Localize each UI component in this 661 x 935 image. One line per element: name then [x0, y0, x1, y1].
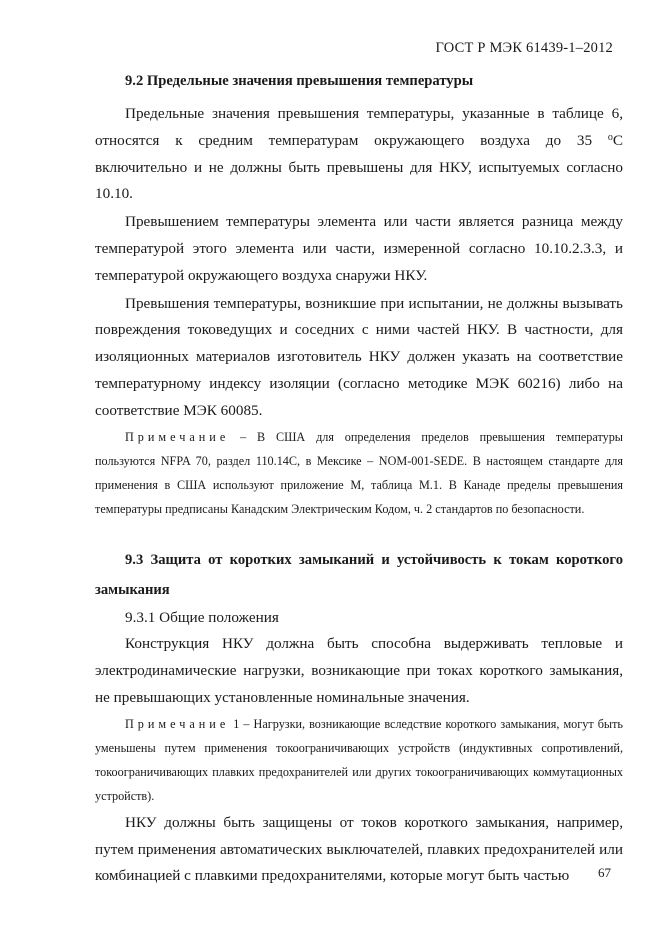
section-9-3-1-title: 9.3.1 Общие положения	[125, 608, 279, 626]
section-9-2-note	[95, 425, 623, 521]
section-9-3-paragraph-2: НКУ должны быть защищены от токов короткого замыкания, например, путем применения автоматических выключателей, плавких предохранителей или комбинацией с плавкими предохранителями, которые могут быть частью	[95, 813, 623, 885]
section-9-2-paragraph-1	[95, 101, 623, 208]
note-text: – В США для определения пределов превышения температуры пользуются NFPA 70, раздел 110.14С, в Мексике – NOM-001-SEDE. В настоящем стандарте для применения в США используют приложение М, таблица М.1. В Канаде пределы превышения температуры предписаны Канадским Электрическим Кодом, ч. 2 стандартов по безопасности.	[95, 429, 623, 516]
section-9-2-paragraph-2: Превышением температуры элемента или части является разница между температурой этого элемента или части, измеренной согласно 10.10.2.3.3, и температурой окружающего воздуха снаружи НКУ.	[95, 213, 623, 284]
section-9-2-paragraph-3: Превышения температуры, возникшие при испытании, не должны вызывать повреждения токоведущих и соседних с ними частей НКУ. В частности, для изоляционных материалов изготовитель НКУ должен указать на соответствие температурному индексу изоляции (согласно методике МЭК 60216) либо на соответствие МЭК 60085.	[95, 294, 623, 419]
section-9-3-title: 9.3 Защита от коротких замыканий и устойчивость к токам короткого замыкания	[95, 551, 623, 598]
degree-mark: o	[607, 131, 613, 143]
paragraph-text: С включительно и не должны быть превышены для НКУ, испытуемых согласно 10.10.	[95, 131, 623, 203]
note-label: Примечание	[125, 716, 230, 731]
standard-header: ГОСТ Р МЭК 61439-1–2012	[435, 40, 613, 56]
section-9-3-note-1	[95, 712, 623, 808]
page-number: 67	[598, 865, 611, 880]
paragraph-text: Предельные значения превышения температуры, указанные в таблице 6, относятся к средним температурам окружающего воздуха до 35	[95, 105, 623, 149]
section-9-2-title: 9.2 Предельные значения превышения температуры	[125, 73, 474, 89]
section-9-3-paragraph-1: Конструкция НКУ должна быть способна выдерживать тепловые и электродинамические нагрузки, возникающие при токах короткого замыкания, не превышающих установленные номинальные значения.	[95, 635, 623, 706]
note-text: 1 – Нагрузки, возникающие вследствие короткого замыкания, могут быть уменьшены путем применения токоограничивающих устройств (индуктивных сопротивлений, токоограничивающих плавких предохранителей или других токоограничивающих коммутационных устройств).	[95, 716, 623, 803]
note-label: Примечание	[125, 429, 230, 444]
page-content	[95, 68, 623, 890]
